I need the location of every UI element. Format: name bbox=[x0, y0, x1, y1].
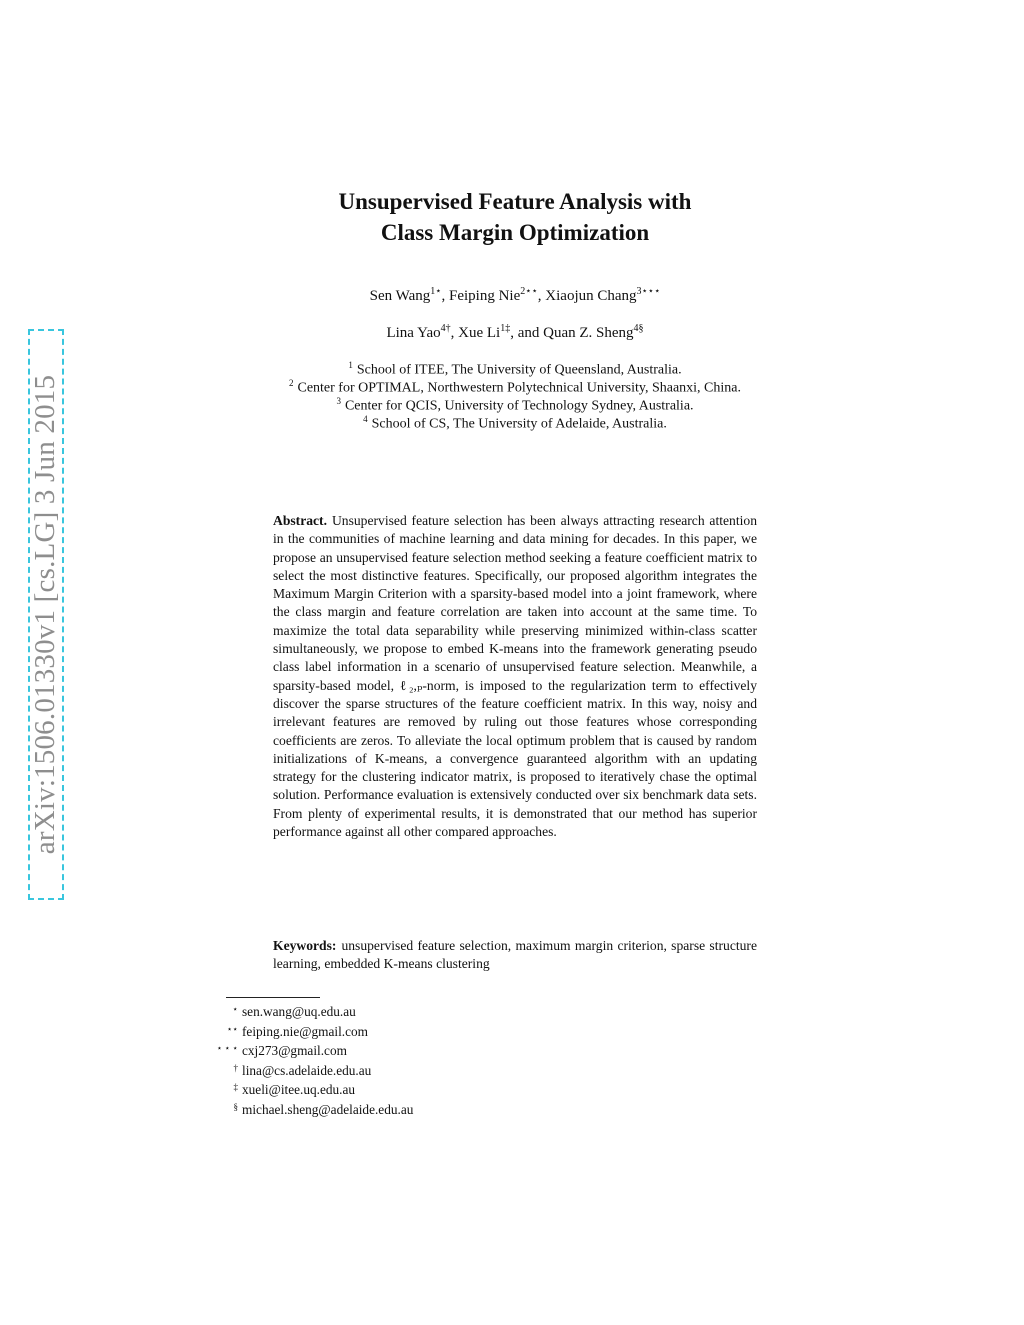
abstract-text: Unsupervised feature selection has been always attracting research attention in the communities of machine learning and data mining for decades. In this paper, we propose an unsupervised feature selection method seeking a feature coefficient matrix to select the most distinctive features. Specifically, our proposed algorithm integrates the Maximum Margin Criterion with a sparsity-based model into a joint framework, where the class margin and feature correlation are taken into account at the same time. To maximize the total data separability while preserving minimized within-class scatter simultaneously, we propose to embed K-means into the framework generating pseudo class label information in a scenario of unsupervised feature selection. Meanwhile, a sparsity-based model, ℓ₂,ₚ-norm, is imposed to the regularization term to effectively discover the sparse structures of the feature coefficient matrix. In this way, noisy and irrelevant features are removed by ruling out those features whose corresponding coefficients are zeros. To alleviate the local optimum problem that is caused by random initializations of K-means, a convergence guaranteed algorithm with an updating strategy for the clustering indicator matrix, is proposed to iteratively chase the optimal solution. Performance evaluation is extensively conducted over six benchmark data sets. From plenty of experimental results, it is demonstrated that our method has superior performance against all other compared approaches. bbox=[273, 513, 757, 840]
author-name: Feiping Nie bbox=[449, 288, 521, 304]
footnote-mark: § bbox=[233, 1101, 238, 1112]
footnote bbox=[200, 1081, 600, 1101]
footnote-mark: ‡ bbox=[233, 1082, 238, 1092]
author-name: Xue Li bbox=[458, 325, 501, 341]
affiliation bbox=[230, 378, 800, 397]
paper-title bbox=[230, 186, 800, 248]
abstract bbox=[273, 512, 757, 841]
affiliation bbox=[230, 414, 800, 433]
author-mark: 1‡ bbox=[500, 323, 511, 334]
footnote-email: cxj273@gmail.com bbox=[242, 1043, 347, 1058]
keywords-text: unsupervised feature selection, maximum margin criterion, sparse structure learning, embedded K-means clustering bbox=[273, 938, 757, 972]
author-connector: and bbox=[517, 325, 540, 341]
title-line-2: Class Margin Optimization bbox=[380, 220, 650, 245]
affiliation-text: School of ITEE, The University of Queensland, Australia. bbox=[356, 362, 682, 378]
author-name: Sen Wang bbox=[369, 288, 431, 304]
footnote-mark: ⋆ bbox=[232, 1004, 238, 1014]
author-mark: 4§ bbox=[633, 323, 644, 334]
author-line-1: Sen Wang$^{1⋆}$, Feiping Nie$^{2⋆⋆}$, Xiaojun Chang$^{3⋆⋆⋆}$ bbox=[369, 286, 661, 304]
footnote bbox=[200, 1003, 600, 1023]
affiliation-text: Center for QCIS, University of Technology Sydney, Australia. bbox=[344, 398, 694, 414]
affiliation-number: 3 bbox=[336, 396, 341, 406]
arxiv-stamp[interactable] bbox=[28, 329, 64, 900]
footnote bbox=[200, 1101, 600, 1121]
affiliation-number: 2 bbox=[288, 378, 294, 388]
affiliation-number: 1 bbox=[348, 360, 353, 370]
footnotes bbox=[200, 1003, 600, 1120]
footnote bbox=[200, 1023, 600, 1043]
affiliation-text: School of CS, The University of Adelaide, Australia. bbox=[371, 416, 667, 432]
keywords-label: Keywords: bbox=[273, 938, 337, 953]
footnote bbox=[200, 1042, 600, 1062]
author-name: Xiaojun Chang bbox=[545, 288, 637, 304]
author-mark: 3⋆⋆⋆ bbox=[636, 286, 661, 297]
footnote-mark: ⋆ ⋆ ⋆ bbox=[216, 1043, 238, 1053]
footnote-email: feiping.nie@gmail.com bbox=[242, 1023, 368, 1039]
affiliation bbox=[230, 396, 800, 415]
footnote-email: xueli@itee.uq.edu.au bbox=[242, 1082, 356, 1097]
footnote-email: michael.sheng@adelaide.edu.au bbox=[242, 1101, 414, 1117]
author-mark: 4† bbox=[440, 323, 451, 334]
affiliation-number: 4 bbox=[363, 414, 368, 424]
author-mark: 2⋆⋆ bbox=[520, 286, 538, 297]
affiliation bbox=[230, 360, 800, 379]
author-name: Lina Yao bbox=[386, 325, 441, 341]
keywords bbox=[273, 937, 757, 974]
footnote-mark: ⋆⋆ bbox=[226, 1023, 238, 1034]
footnote bbox=[200, 1062, 600, 1082]
footnote-divider bbox=[226, 997, 320, 998]
title-line-1: Unsupervised Feature Analysis with bbox=[338, 189, 692, 214]
author-mark: 1⋆ bbox=[430, 286, 442, 297]
footnote-mark: † bbox=[233, 1062, 238, 1073]
abstract-label: Abstract. bbox=[273, 513, 327, 528]
author-name: Quan Z. Sheng bbox=[543, 325, 634, 341]
author-line-2: Lina Yao$^{4\dagger}$, Xue $Li^{1\ddagger}$, and Quan Z. Sheng$^{4\S}$ bbox=[386, 323, 644, 341]
footnote-email: sen.wang@uq.edu.au bbox=[242, 1004, 356, 1019]
arxiv-identifier[interactable]: arXiv:1506.01330v1 [cs.LG] 3 Jun 2015 bbox=[29, 374, 62, 855]
footnote-email: lina@cs.adelaide.edu.au bbox=[242, 1062, 372, 1078]
affiliation-text: Center for OPTIMAL, Northwestern Polytechnical University, Shaanxi, China. bbox=[297, 380, 741, 396]
